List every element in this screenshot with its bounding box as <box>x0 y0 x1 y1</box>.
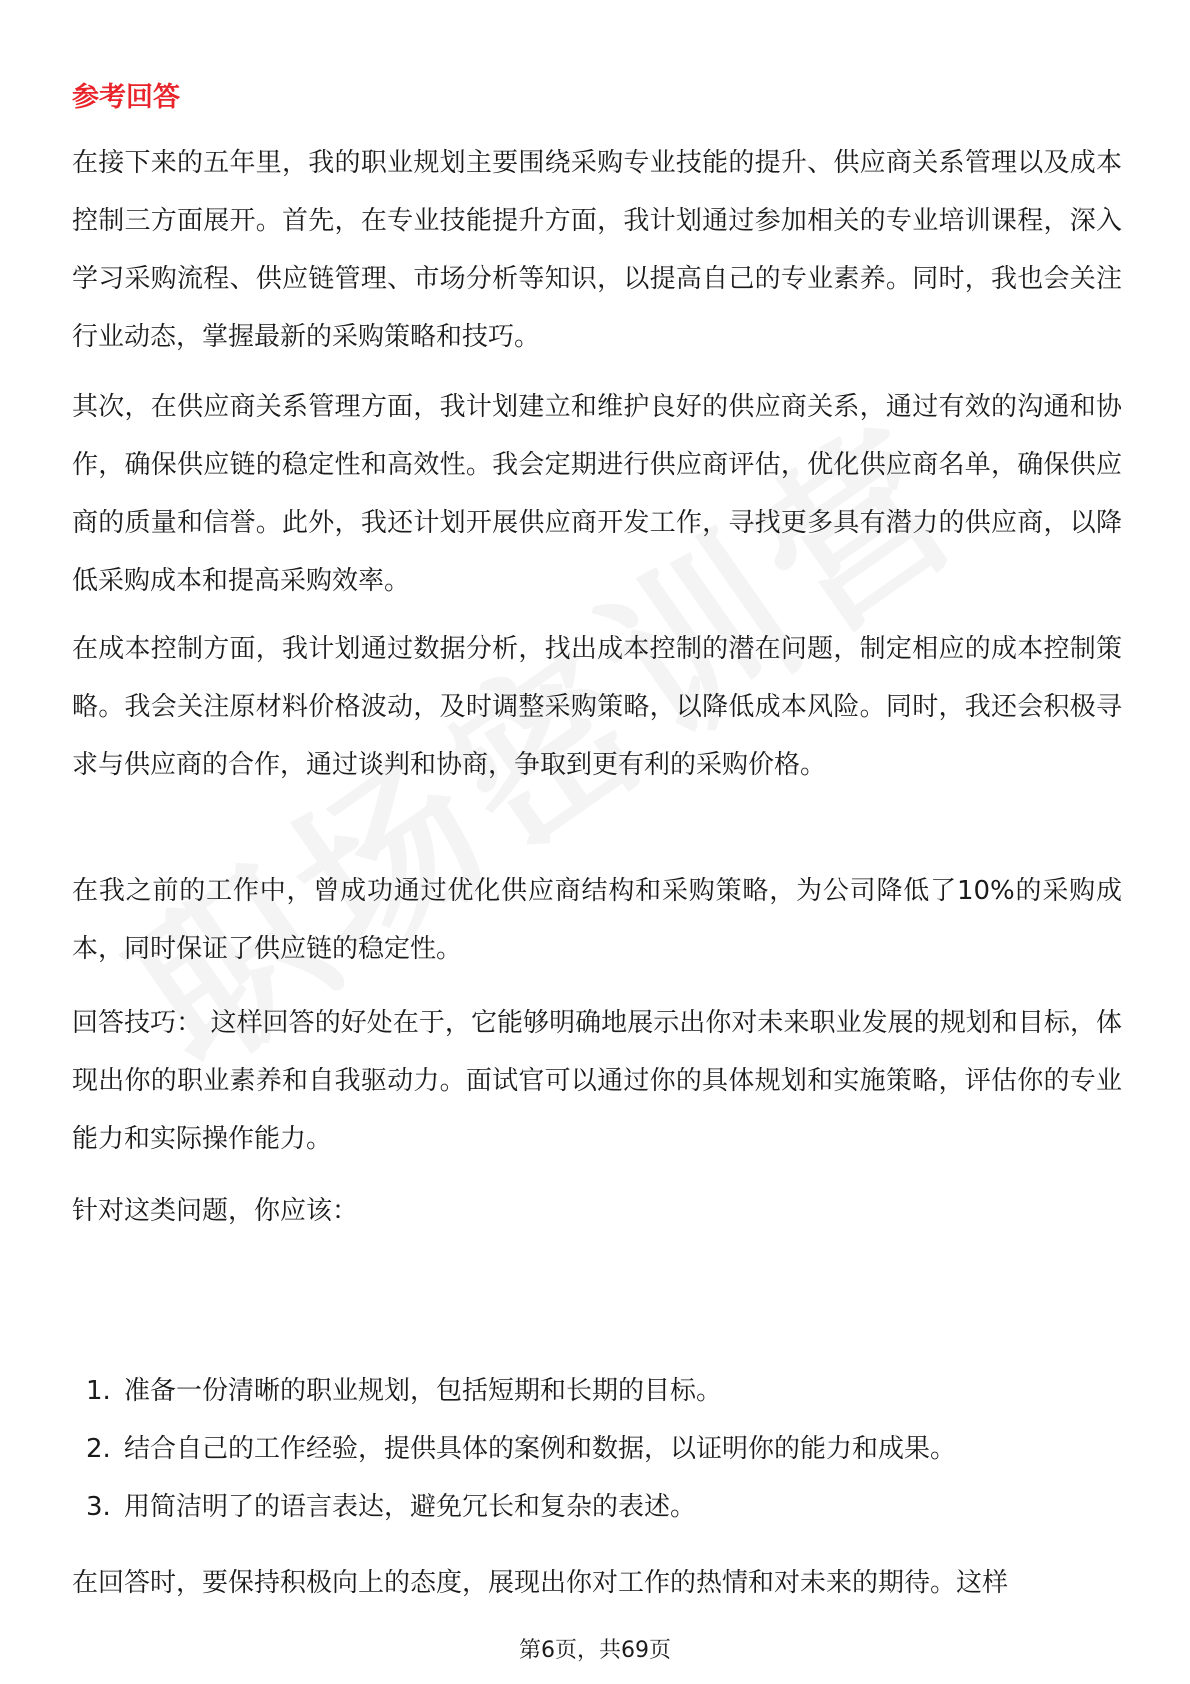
list-item <box>72 1420 1122 1478</box>
paragraph-closing: 在回答时，要保持积极向上的态度，展现出你对工作的热情和对未来的期待。这样 <box>72 1568 1009 1598</box>
list-text: 结合自己的工作经验，提供具体的案例和数据，以证明你的能力和成果。 <box>124 1434 957 1464</box>
paragraph-lead-in: 针对这类问题，你应该： <box>72 1196 359 1226</box>
paragraph-supplier: 其次，在供应商关系管理方面，我计划建立和维护良好的供应商关系，通过有效的沟通和协作，确保供应链的稳定性和高效性。我会定期进行供应商评估，优化供应商名单，确保供应商的质量和信誉。此外，我还计划开展供应商开发工作，寻找更多具有潜力的供应商，以降低采购成本和提高采购效率。 <box>72 392 1122 596</box>
list-item <box>72 1478 1122 1536</box>
page-footer: 第6页，共69页 <box>519 1638 671 1663</box>
list-text: 用简洁明了的语言表达，避免冗长和复杂的表述。 <box>124 1492 697 1522</box>
list-number: 3. <box>86 1492 111 1522</box>
paragraph-cost: 在成本控制方面，我计划通过数据分析，找出成本控制的潜在问题，制定相应的成本控制策略。我会关注原材料价格波动，及时调整采购策略，以降低成本风险。同时，我还会积极寻求与供应商的合作，通过谈判和协商，争取到更有利的采购价格。 <box>72 634 1122 780</box>
advice-list <box>72 1362 1122 1536</box>
section-heading: 参考回答 <box>72 82 180 113</box>
paragraph-intro: 在接下来的五年里，我的职业规划主要围绕采购专业技能的提升、供应商关系管理以及成本控制三方面展开。首先，在专业技能提升方面，我计划通过参加相关的专业培训课程，深入学习采购流程、供应链管理、市场分析等知识，以提高自己的专业素养。同时，我也会关注行业动态，掌握最新的采购策略和技巧。 <box>72 148 1122 352</box>
list-number: 2. <box>86 1434 111 1464</box>
list-text: 准备一份清晰的职业规划，包括短期和长期的目标。 <box>124 1376 723 1406</box>
paragraph-tips: 回答技巧： 这样回答的好处在于，它能够明确地展示出你对未来职业发展的规划和目标，体现出你的职业素养和自我驱动力。面试官可以通过你的具体规划和实施策略，评估你的专业能力和实际操作能力。 <box>72 1008 1122 1154</box>
list-item <box>72 1362 1122 1420</box>
paragraph-experience: 在我之前的工作中，曾成功通过优化供应商结构和采购策略，为公司降低了10%的采购成本，同时保证了供应链的稳定性。 <box>72 876 1122 964</box>
list-number: 1. <box>86 1376 111 1406</box>
